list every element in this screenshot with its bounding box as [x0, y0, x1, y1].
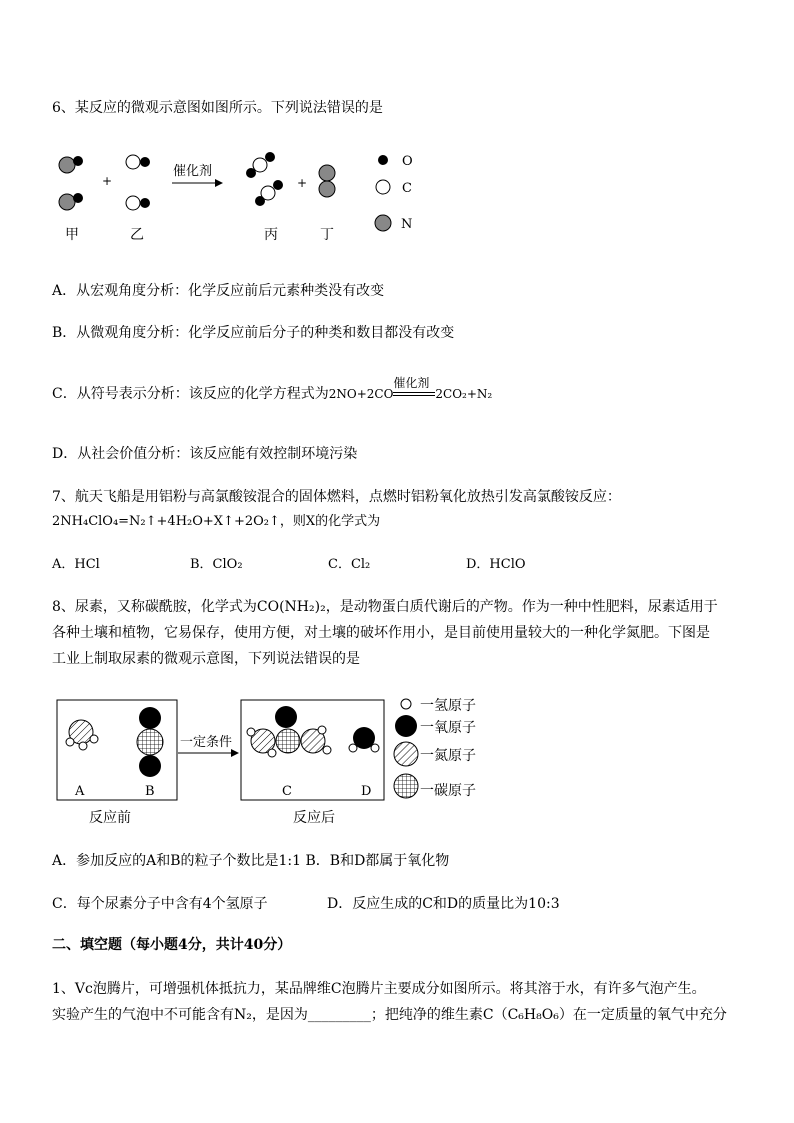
q8-line3: 工业上制取尿素的微观示意图，下列说法错误的是	[52, 651, 360, 667]
svg-text:一氧原子: 一氧原子	[420, 720, 476, 736]
section2-q1-line2: 实验产生的气泡中不可能含有N₂，是因为_________；把纯净的维生素C（C₆H₈O₆）在一定质量的氧气中充分	[52, 1007, 727, 1023]
svg-text:C: C	[282, 784, 292, 799]
q7-equation: 2NH₄ClO₄=N₂↑+4H₂O+X↑+2O₂↑，则X的化学式为	[52, 514, 381, 529]
q6-option-b: B．从微观角度分析：化学反应前后分子的种类和数目都没有改变	[52, 325, 455, 341]
svg-text:N: N	[401, 217, 413, 232]
section2-q1-line1: 1、Vc泡腾片，可增强机体抵抗力，某品牌维C泡腾片主要成分如图所示。将其溶于水，有许多气泡产生。	[52, 981, 706, 997]
section2-heading: 二、填空题（每小题4分，共计40分）	[52, 937, 292, 953]
answer-blank[interactable]: _________	[307, 1007, 371, 1023]
q8-line2: 各种土壤和植物，它易保存，使用方便，对土壤的破坏作用小，是目前使用量较大的一种化学氮肥。下图是	[52, 625, 710, 641]
label-bing: 丙	[264, 227, 278, 243]
jia-molecules	[59, 156, 83, 210]
catalyst-label: 催化剂	[173, 164, 213, 179]
q6-reaction-diagram	[50, 145, 430, 250]
label-jia: 甲	[65, 227, 79, 243]
q6-option-c: C．从符号表示分析：该反应的化学方程式为2NO+2CO 催化剂 2CO₂+N₂	[52, 384, 492, 404]
q7-option-a: A．HCl	[52, 557, 100, 572]
yi-molecules	[126, 155, 150, 210]
ding-molecule	[319, 165, 335, 197]
svg-text:一氢原子: 一氢原子	[420, 698, 476, 714]
q8-legend	[394, 698, 476, 799]
svg-text:一氮原子: 一氮原子	[420, 748, 476, 764]
caption-after: 反应后	[293, 810, 335, 826]
q6-option-d: D．从社会价值分析：该反应能有效控制环境污染	[52, 446, 358, 462]
q8-option-d: D．反应生成的C和D的质量比为10:3	[327, 896, 560, 912]
q7-option-c: C．Cl₂	[328, 557, 371, 572]
equation-condition: 催化剂	[393, 376, 430, 390]
molecule-b-co2	[137, 707, 163, 777]
svg-text:O: O	[402, 154, 413, 169]
bing-molecules	[246, 152, 283, 206]
q6-option-a: A．从宏观角度分析：化学反应前后元素种类没有改变	[52, 283, 385, 299]
svg-text:D: D	[361, 784, 372, 799]
plus-sign: +	[102, 174, 113, 188]
q7-option-d: D．HClO	[466, 557, 526, 572]
caption-before: 反应前	[89, 810, 131, 826]
condition-label: 一定条件	[180, 735, 233, 750]
q7-option-b: B．ClO₂	[190, 557, 243, 572]
q6-legend	[375, 154, 413, 232]
q8-option-ab: A．参加反应的A和B的粒子个数比是1:1 B．B和D都属于氧化物	[52, 853, 450, 869]
svg-text:B: B	[145, 784, 155, 799]
label-yi: 乙	[130, 227, 144, 243]
svg-text:C: C	[402, 181, 412, 196]
plus-sign-2: +	[297, 176, 308, 190]
q6-stem: 6、某反应的微观示意图如图所示。下列说法错误的是	[52, 100, 383, 116]
svg-text:A: A	[75, 784, 85, 799]
svg-text:一碳原子: 一碳原子	[420, 783, 476, 799]
label-ding: 丁	[320, 227, 334, 243]
q7-stem: 7、航天飞船是用铝粉与高氯酸铵混合的固体燃料，点燃时铝粉氧化放热引发高氯酸铵反应：	[52, 489, 621, 505]
q8-option-c: C．每个尿素分子中含有4个氢原子	[52, 896, 268, 912]
q8-line1: 8、尿素，又称碳酰胺，化学式为CO(NH₂)₂，是动物蛋白质代谢后的产物。作为一种中性肥料，尿素适用于	[52, 599, 718, 615]
